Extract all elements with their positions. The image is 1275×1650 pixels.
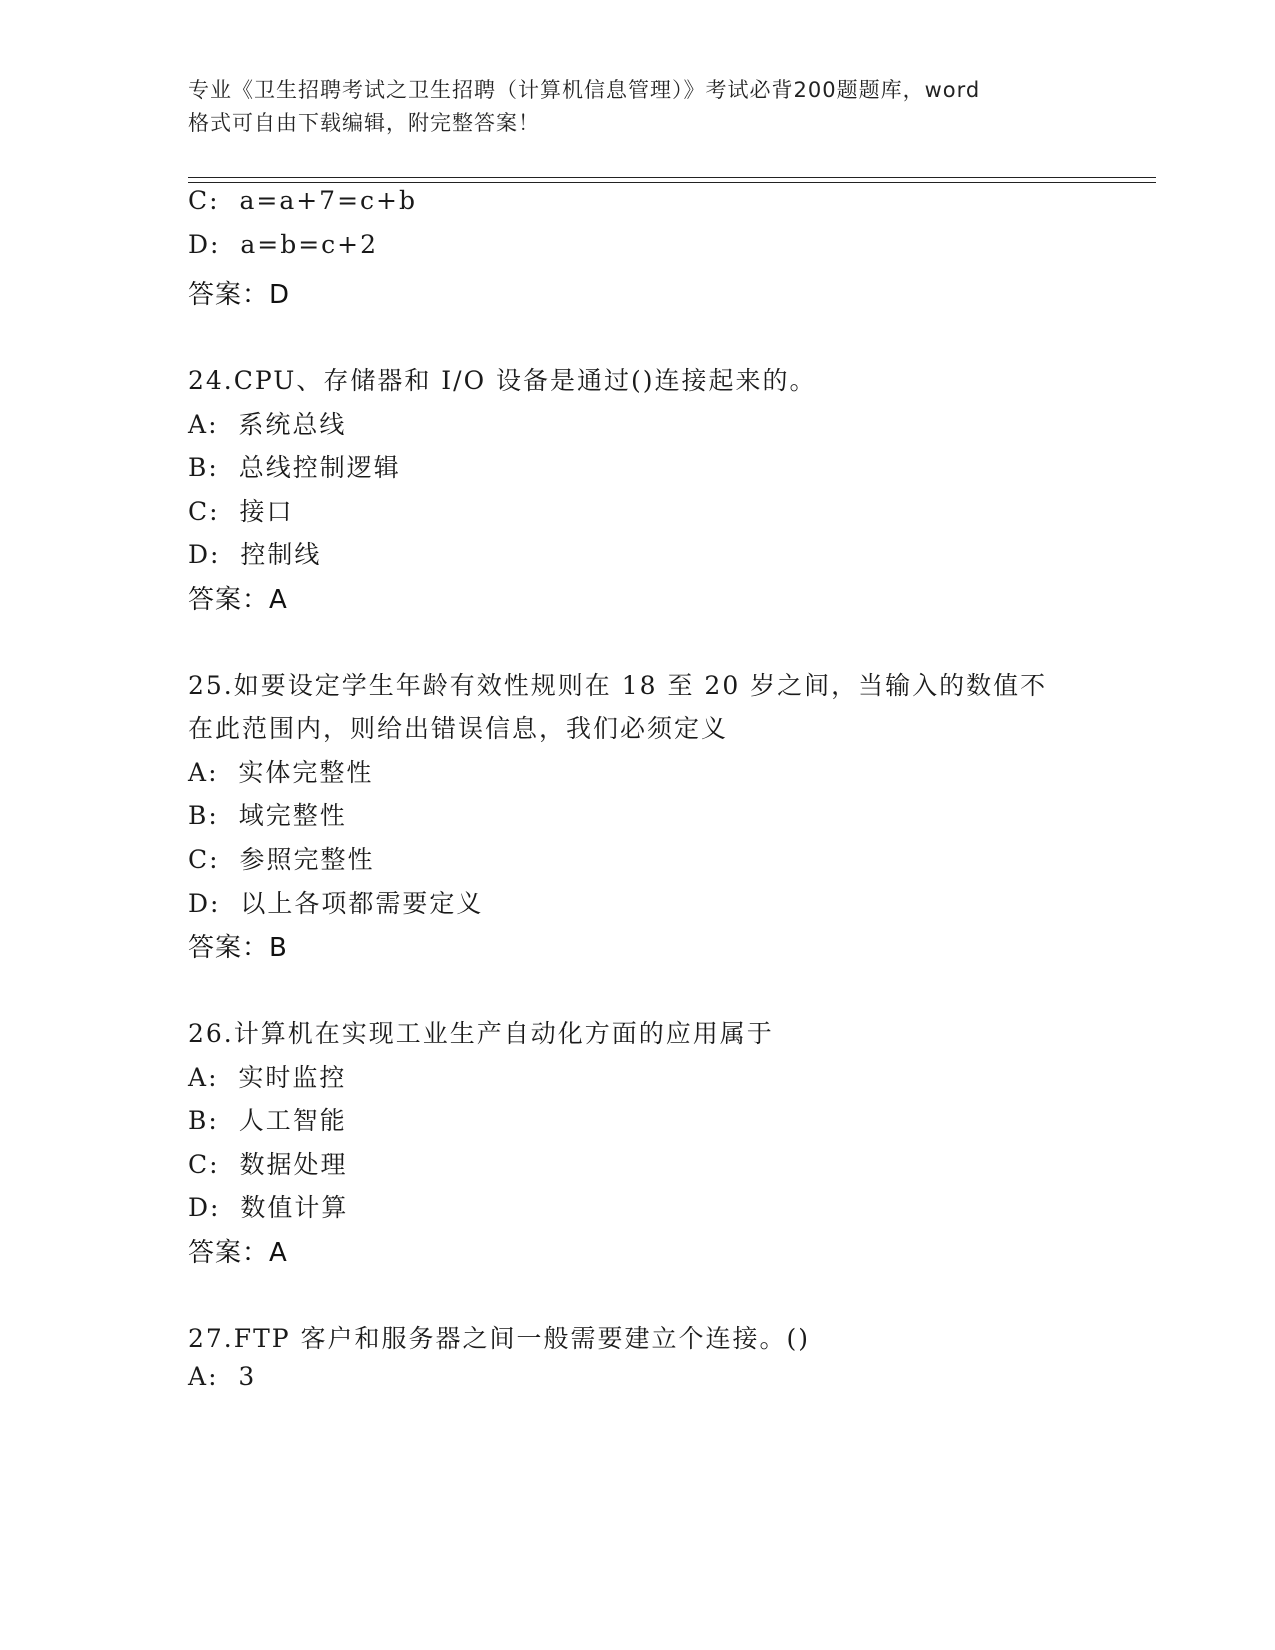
question-stem-continued: 在此范围内，则给出错误信息，我们必须定义	[188, 714, 729, 743]
option-d: D: a=b=c+2	[188, 230, 379, 259]
question-stem: 25.如要设定学生年龄有效性规则在 18 至 20 岁之间，当输入的数值不	[188, 671, 1048, 700]
question-stem: 24.CPU、存储器和 I/O 设备是通过()连接起来的。	[188, 366, 817, 395]
option-c: C: 参照完整性	[188, 845, 375, 874]
header-text	[188, 74, 1088, 140]
option-c: C: a=a+7=c+b	[188, 186, 417, 215]
header-divider-top	[188, 177, 1156, 178]
option-a: A: 实时监控	[188, 1063, 347, 1092]
answer-line: 答案：B	[188, 933, 288, 963]
option-d: D: 数值计算	[188, 1193, 349, 1222]
option-c: C: 数据处理	[188, 1150, 348, 1179]
option-b: B: 域完整性	[188, 801, 347, 830]
option-a: A: 3	[188, 1362, 257, 1391]
option-c: C: 接口	[188, 497, 294, 526]
option-d: D: 控制线	[188, 540, 322, 569]
option-a: A: 系统总线	[188, 410, 347, 439]
answer-line: 答案：A	[188, 585, 288, 615]
answer-line: 答案：D	[188, 280, 291, 310]
question-stem: 26.计算机在实现工业生产自动化方面的应用属于	[188, 1019, 774, 1048]
question-stem: 27.FTP 客户和服务器之间一般需要建立个连接。()	[188, 1324, 811, 1353]
option-a: A: 实体完整性	[188, 758, 374, 787]
answer-line: 答案：A	[188, 1238, 288, 1268]
option-b: B: 人工智能	[188, 1106, 347, 1135]
header-line-1: 专业《卫生招聘考试之卫生招聘（计算机信息管理）》考试必背200题题库，word	[188, 78, 981, 102]
header-divider-bottom	[188, 182, 1156, 183]
header-line-2: 格式可自由下载编辑，附完整答案！	[188, 111, 540, 135]
option-b: B: 总线控制逻辑	[188, 453, 401, 482]
option-d: D: 以上各项都需要定义	[188, 889, 484, 918]
